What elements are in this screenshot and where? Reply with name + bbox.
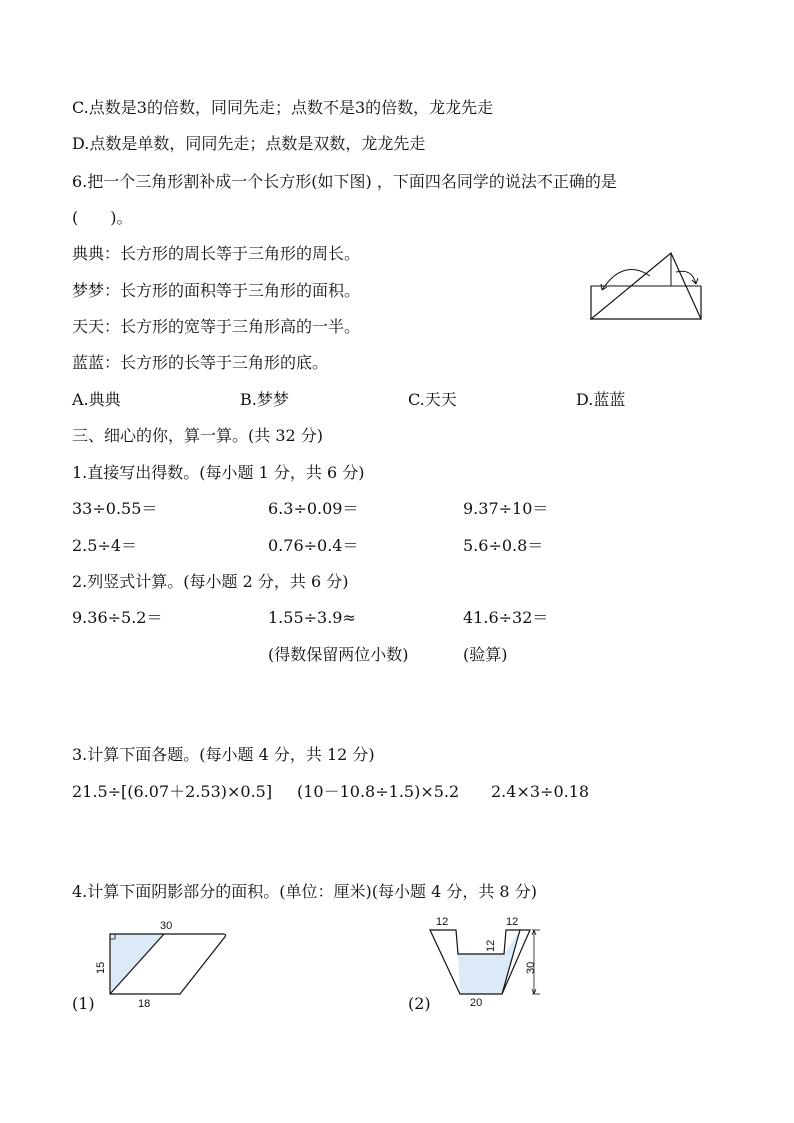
q3-3-item: 21.5÷[(6.07＋2.53)×0.5]	[72, 782, 273, 801]
q3-2-title: 2.列竖式计算。(每小题 2 分，共 6 分)	[72, 572, 349, 591]
q3-3-title: 3.计算下面各题。(每小题 4 分，共 12 分)	[72, 745, 375, 764]
parallelogram-figure	[92, 916, 232, 1012]
q6-statement-lan: 蓝蓝：长方形的长等于三角形的底。	[72, 353, 329, 372]
q6-option-a: A.典典	[72, 390, 121, 409]
q3-2-note-check: (验算)	[463, 645, 508, 664]
q3-2-item: 9.36÷5.2＝	[72, 608, 163, 627]
q3-2-item: 1.55÷3.9≈	[268, 608, 356, 627]
q3-1-item: 0.76÷0.4＝	[268, 536, 359, 555]
q3-4-title: 4.计算下面阴影部分的面积。(单位：厘米)(每小题 4 分，共 8 分)	[72, 882, 537, 901]
q6-option-d: D.蓝蓝	[576, 390, 626, 409]
fig1-bottom-label: 18	[138, 998, 151, 1010]
fig1-label: (1)	[72, 994, 95, 1013]
q6-stem: 6.把一个三角形割补成一个长方形(如下图) ，下面四名同学的说法不正确的是	[72, 172, 617, 191]
fig2-left-top-label: 12	[436, 916, 449, 928]
q3-1-item: 6.3÷0.09＝	[268, 499, 359, 518]
q6-statement-dian: 典典：长方形的周长等于三角形的周长。	[72, 244, 361, 263]
fig2-inner-label: 12	[485, 939, 497, 952]
q3-3-item: 2.4×3÷0.18	[491, 782, 590, 801]
q3-2-note-round: (得数保留两位小数)	[268, 645, 409, 664]
fig2-right-top-label: 12	[506, 916, 519, 928]
trapezoid-figure	[422, 912, 542, 1012]
q6-statement-tian: 天天：长方形的宽等于三角形高的一半。	[72, 317, 361, 336]
q6-blank: ( )。	[72, 208, 133, 227]
fig1-side-label: 15	[95, 961, 107, 974]
q6-option-b: B.梦梦	[240, 390, 289, 409]
q5-option-c: C.点数是3的倍数，同同先走；点数不是3的倍数，龙龙先走	[72, 98, 494, 117]
q3-1-item: 9.37÷10＝	[463, 499, 549, 518]
fig2-height-label: 30	[525, 961, 537, 974]
fig2-label: (2)	[408, 994, 431, 1013]
triangle-rectangle-figure	[588, 250, 704, 322]
q3-1-item: 33÷0.55＝	[72, 499, 158, 518]
fig1-top-label: 30	[160, 920, 173, 932]
q6-statement-meng: 梦梦：长方形的面积等于三角形的面积。	[72, 281, 361, 300]
q6-option-c: C.天天	[408, 390, 457, 409]
q5-option-d: D.点数是单数，同同先走；点数是双数，龙龙先走	[72, 134, 426, 153]
q3-1-title: 1.直接写出得数。(每小题 1 分，共 6 分)	[72, 463, 365, 482]
q3-1-item: 2.5÷4＝	[72, 536, 138, 555]
q3-1-item: 5.6÷0.8＝	[463, 536, 544, 555]
section3-title: 三、细心的你，算一算。(共 32 分)	[72, 426, 324, 445]
fig2-bottom-label: 20	[470, 997, 483, 1009]
q3-3-item: (10－10.8÷1.5)×5.2	[297, 782, 460, 801]
q3-2-item: 41.6÷32＝	[463, 608, 549, 627]
